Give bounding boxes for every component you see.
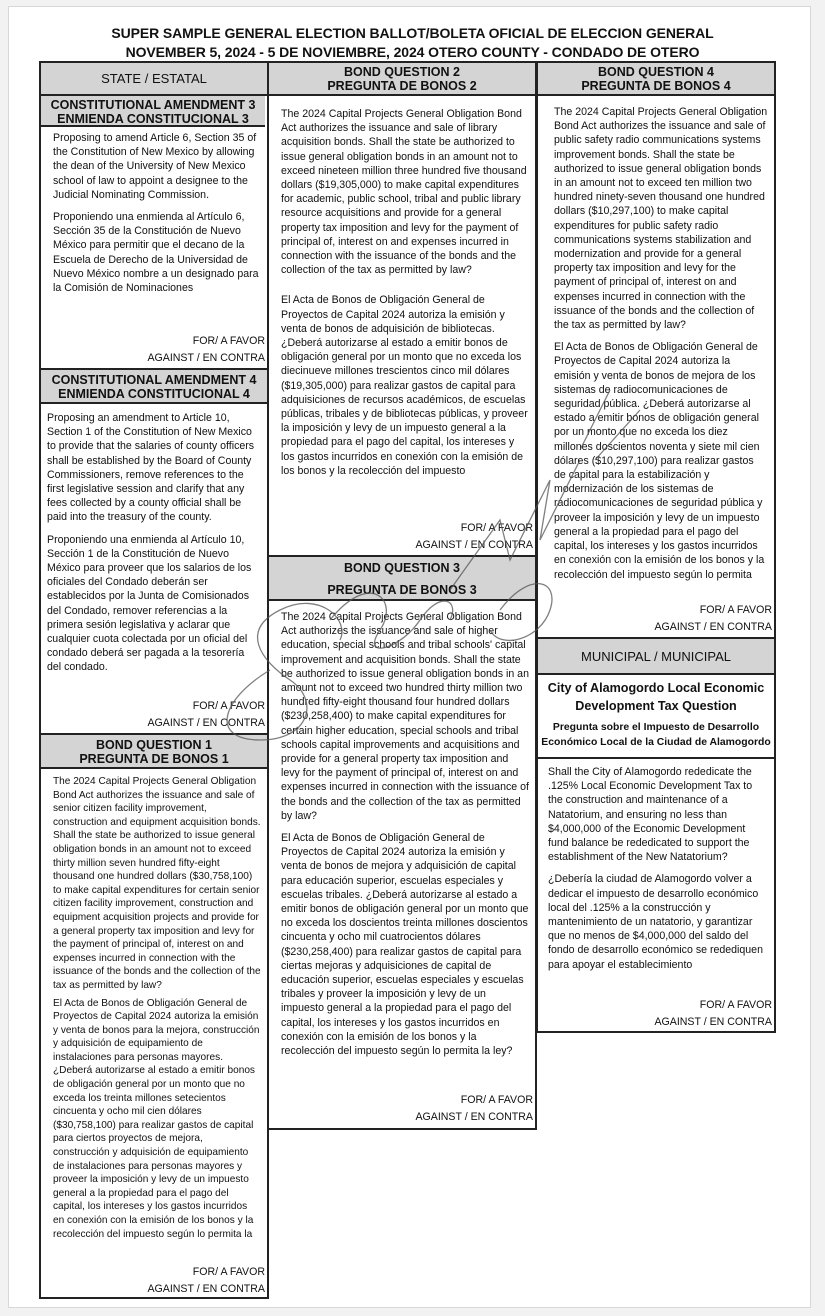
municipal-text [548, 765, 768, 980]
bq2-title-es: PREGUNTA DE BONOS 2 [327, 79, 477, 93]
ca3-text [53, 131, 259, 303]
bq4-against-option[interactable]: AGAINST / EN CONTRA [654, 621, 772, 633]
bq2-for-option[interactable]: FOR/ A FAVOR [460, 522, 533, 534]
municipal-title-line2: Development Tax Question [575, 699, 737, 713]
municipal-against-option[interactable]: AGAINST / EN CONTRA [654, 1016, 772, 1028]
bq1-title-es: PREGUNTA DE BONOS 1 [79, 752, 229, 766]
municipal-title-line1: City of Alamogordo Local Economic [547, 681, 765, 695]
section-header-state: STATE / ESTATAL [41, 63, 267, 96]
ca4-title-en: CONSTITUTIONAL AMENDMENT 4 [51, 373, 257, 387]
bq1-against-option[interactable]: AGAINST / EN CONTRA [147, 1283, 265, 1295]
bq3-title-es: PREGUNTA DE BONOS 3 [327, 583, 477, 597]
ca4-text [47, 411, 261, 683]
ca3-against-option[interactable]: AGAINST / EN CONTRA [147, 352, 265, 364]
ballot-date-county: NOVEMBER 5, 2024 - 5 DE NOVIEMBRE, 2024 OTERO COUNTY - CONDADO DE OTERO [125, 44, 700, 60]
ca4-title [41, 368, 267, 404]
ca3-title-en: CONSTITUTIONAL AMENDMENT 3 [50, 98, 256, 112]
bq3-title-en: BOND QUESTION 3 [344, 561, 460, 575]
bq2-title [269, 63, 535, 96]
ca4-text-es: Proponiendo una enmienda al Artículo 10, Sección 1 de la Constitución de Nuevo México para proveer que los salarios de los oficiales del Condado deberán ser establecidos por la Junta de Comisionados del Condado, remover referencias a la primera sesión legislativa y aclarar que cualquier cuota colectada por un oficial del condado deberá ser pagada a la tesorería del condado. [47, 533, 252, 674]
bq3-against-option[interactable]: AGAINST / EN CONTRA [415, 1111, 533, 1123]
bq4-text-es: El Acta de Bonos de Obligación General de Proyectos de Capital 2024 autoriza la emisión y venta de bonos de mejora de los sistemas de radiocomunicaciones de seguridad pública. ¿Deberá autorizarse al estado a emitir bonos de obligación general por un monto que no exceda los diez millones doscientos noventa y siete mil cien dólares ($10,297,100) para realizar gastos de capital para la estabilización y modernización de los sistemas de radiocomunicaciones de seguridad pública y proveer la imposición y levy de un impuesto general a la propiedad para el pago del capital, los intereses y los gastos incurridos en conexión con la emisión de los bonos y la recolección del impuesto según lo permita [554, 341, 765, 581]
bq1-text [53, 775, 261, 1249]
municipal-subtitle-line1: Pregunta sobre el Impuesto de Desarrollo [552, 722, 760, 733]
ca3-for-option[interactable]: FOR/ A FAVOR [192, 335, 265, 347]
ca3-text-en: Proposing to amend Article 6, Section 35 of the Constitution of New Mexico by allowing the dean of the University of New Mexico school of law to appoint a designee to the Judicial Nominating Commission. [53, 132, 257, 201]
bq4-title-es: PREGUNTA DE BONOS 4 [581, 79, 731, 93]
bq3-text-en: The 2024 Capital Projects General Obligation Bond Act authorizes the issuance and sale of higher education, special schools and tribal schools' capital improvement and acquisition bonds. Shall the state be authorized to issue general obligation bonds in an amount not to exceed two hundred thirty million two hundred fifty-eight thousand four hundred dollars ($230,258,400) to make capital expenditures for certain higher education, special schools and tribal schools capital improvements and acquisitions and provide for a general property tax imposition and levy for the payment of principal of, interest on and expenses incurred in connection with the issuance of the bonds and the collection of the tax as permitted by law? [281, 611, 529, 822]
bq4-for-option[interactable]: FOR/ A FAVOR [699, 604, 772, 616]
ca3-text-es: Proponiendo una enmienda al Artículo 6, Sección 35 de la Constitución de Nuevo México para permitir que el decano de la Escuela de Derecho de la Universidad de Nuevo México nombre a un designado para la Comisión de Nominaciones [53, 211, 259, 295]
bq3-text [281, 610, 529, 1066]
column-bonds-2-3 [267, 61, 537, 1130]
bq1-title-en: BOND QUESTION 1 [96, 738, 212, 752]
bq3-title [269, 555, 535, 601]
bq4-title [538, 63, 774, 96]
ca4-against-option[interactable]: AGAINST / EN CONTRA [147, 717, 265, 729]
bq1-text-es: El Acta de Bonos de Obligación General de Proyectos de Capital 2024 autoriza la emisión y venta de bonos para la mejora, construcción y adquisición de equipamiento de instalaciones para personas mayores. ¿Deberá autorizarse al estado a emitir bonos de obligación general por un monto que no exceda los treinta millones setecientos cincuenta y ocho mil cien dólares ($30,758,100) para realizar gastos de capital para ciertos proyectos de mejora, construcción y adquisición de equipamiento de instalaciones para personas mayores y proveer la imposición y levy de un impuesto general a la propiedad para el pago del capital, los intereses y los gastos incurridos en conexión con la emisión de los bonos y la recolección del impuesto según lo permita la [53, 997, 260, 1240]
section-header-municipal: MUNICIPAL / MUNICIPAL [538, 637, 774, 675]
ca4-text-en: Proposing an amendment to Article 10, Section 1 of the Constitution of New Mexico to provide that the salaries of county officers shall be established by the Board of County Commissioners, remove references to the first legislative session and clarify that any fees collected by a county official shall be paid into the treasury of the county. [47, 412, 255, 524]
municipal-text-en: Shall the City of Alamogordo rededicate the .125% Local Economic Development Tax to the construction and maintenance of a Natatorium, and ensuring no less than $4,000,000 of the Economic Development fund balance be rededicated to support the establishment of the New Natatorium? [548, 766, 753, 864]
bq4-text-en: The 2024 Capital Projects General Obligation Bond Act authorizes the issuance and sale of public safety radio communications systems improvement bonds. Shall the state be authorized to issue general obligation bonds in an amount not to exceed ten million two hundred ninety-seven thousand one hundred dollars ($10,297,100) to make capital expenditures for public safety radio communications systems stabilization and modernization and provide for a general property tax imposition and levy for the payment of principal of, interest on and expenses incurred in connection with the issuance of the bonds and the collection of the tax as permitted by law? [554, 106, 768, 332]
bq1-for-option[interactable]: FOR/ A FAVOR [192, 1266, 265, 1278]
ca3-title-es: ENMIENDA CONSTITUCIONAL 3 [57, 112, 249, 126]
bq2-against-option[interactable]: AGAINST / EN CONTRA [415, 539, 533, 551]
municipal-title [538, 675, 774, 759]
column-bond4-municipal [536, 61, 776, 1033]
bq2-title-en: BOND QUESTION 2 [344, 65, 460, 79]
bq1-text-en: The 2024 Capital Projects General Obligation Bond Act authorizes the issuance and sale of senior citizen facility improvement, construction and equipment acquisition bonds. Shall the state be authorized to issue general obligation bonds in an amount not to exceed thirty million seven hundred fifty-eight thousand one hundred dollars ($30,758,100) to make capital expenditures for certain senior citizen facility improvement, construction and equipment acquisition projects and provide for a general property tax imposition and levy for the payment of principal of, interest on and expenses incurred in connection with the issuance of the bonds and the collection of the tax as permitted by law? [53, 776, 261, 991]
ca3-title [41, 96, 265, 127]
ballot-title: SUPER SAMPLE GENERAL ELECTION BALLOT/BOLETA OFICIAL DE ELECCION GENERAL [111, 25, 714, 41]
ca4-for-option[interactable]: FOR/ A FAVOR [192, 700, 265, 712]
bq3-text-es: El Acta de Bonos de Obligación General de Proyectos de Capital 2024 autoriza la emisión y venta de bonos de mejora y adquisición de capital para educación superior, escuelas especiales y escuelas tribales. ¿Deberá autorizarse al estado a emitir bonos de obligación general por un monto que no exceda los doscientos treinta millones doscientos cincuenta y ocho mil cuatrocientos dólares ($230,258,400) para realizar gastos de capital para ciertas mejoras y adquisiciones de capital de educación superior, escuelas especiales y escuelas tribales y proveer la imposición y levy de un impuesto general a la propiedad para el pago del capital, los intereses y los gastos incurridos en conexión con la emisión de los bonos y la recolección del impuesto según lo permita la ley? [281, 832, 529, 1058]
bq2-text-es: El Acta de Bonos de Obligación General de Proyectos de Capital 2024 autoriza la emisión y venta de bonos de adquisición de bibliotecas. ¿Deberá autorizarse al estado a emitir bonos de obligación general por un monto que no exceda los diecinueve millones trescientos cinco mil dólares ($19,305,000) para realizar gastos de capital para adquisiciones de recursos académicos, de escuelas públicas, tribales y de bibliotecas públicas, y proveer la imposición y levy de un impuesto general a la propiedad para el pago del capital, los intereses y los gastos incurridos en conexión con la emisión de los bonos y la recolección del impuesto [281, 294, 528, 477]
municipal-for-option[interactable]: FOR/ A FAVOR [699, 999, 772, 1011]
bq4-title-en: BOND QUESTION 4 [598, 65, 714, 79]
municipal-text-es: ¿Debería la ciudad de Alamogordo volver a dedicar el impuesto de desarrollo económico local del .125% a la construcción y mantenimiento de un natatorio, y garantizar que no menos de $4,000,000 del saldo del fondo de desarrollo económico se redediquen para apoyar el establecimiento [548, 873, 763, 971]
column-state [39, 61, 269, 1299]
bq2-text [281, 107, 529, 486]
bq2-text-en: The 2024 Capital Projects General Obligation Bond Act authorizes the issuance and sale of library acquisition bonds. Shall the state be authorized to issue general obligation bonds in an amount not to exceed nineteen million three hundred five thousand dollars ($19,305,000) to make capital expenditures for academic, public school, tribal and public library resource acquisitions and provide for a general property tax imposition and levy for the payment of principal of, interest on and expenses incurred in connection with the issuance of the bonds and the collection of the tax as permitted by law? [281, 108, 527, 277]
municipal-subtitle-line2: Económico Local de la Ciudad de Alamogordo [541, 737, 771, 748]
bq1-title [41, 733, 267, 769]
bq3-for-option[interactable]: FOR/ A FAVOR [460, 1094, 533, 1106]
bq4-text [554, 105, 768, 590]
ca4-title-es: ENMIENDA CONSTITUCIONAL 4 [58, 387, 250, 401]
